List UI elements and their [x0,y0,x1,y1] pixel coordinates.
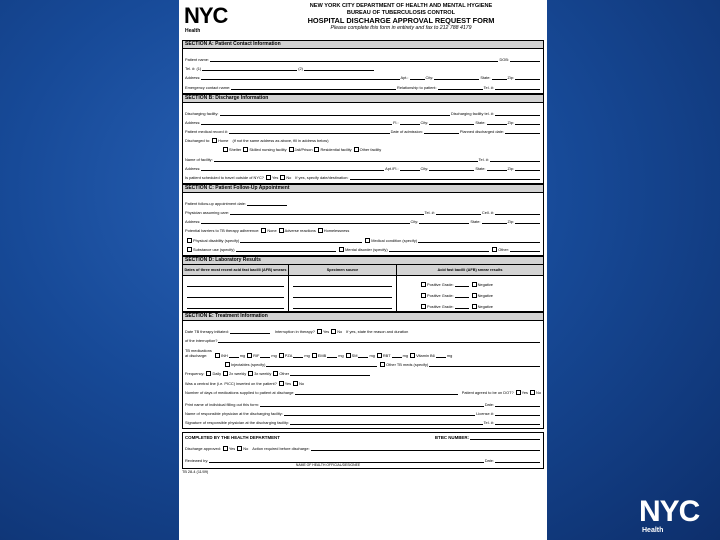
label-vitamin: Vitamin B6 [416,353,435,358]
field-vitamin-mg[interactable] [436,353,446,358]
label-physician: Physician assuming care: [185,210,230,216]
form-footer [179,469,547,475]
field-smear-date-3[interactable] [187,304,284,309]
field-apt[interactable] [410,75,425,80]
label-c-other: Other: [498,246,510,252]
section-b-title: SECTION B: Discharge Information [183,95,543,103]
field-c-other[interactable] [510,247,540,252]
label-pza-mg: mg [304,353,310,358]
label-apt-fl: Apt./Fl.: [385,165,399,171]
label-facility-name-tel: Tel. #: [478,156,489,162]
label-shelter: Shelter [229,147,242,153]
checkbox-dot-yes[interactable] [516,390,521,395]
label-vitamin-mg: mg [446,353,453,358]
field-smear-date-2[interactable] [187,293,284,298]
section-a-title: SECTION A: Patient Contact Information [183,41,543,49]
label-signature: Signature of responsible physician at the discharging facility: [185,420,290,426]
checkbox-negative-2[interactable] [472,293,477,298]
field-b-address[interactable] [201,120,392,125]
field-rif-mg[interactable] [260,353,270,358]
label-mental: Mental disorder (specify) [345,246,388,252]
field-specimen-1[interactable] [293,282,392,287]
field-btbc[interactable] [470,435,540,440]
field-grade-3[interactable] [455,304,469,309]
label-fl: Fl.: [393,119,399,125]
checkbox-physical[interactable] [187,238,192,243]
label-e-date: Date: [484,401,494,407]
label-dot: Patient agreed to be on DOT? [461,389,514,395]
label-apt: Apt.: [400,75,409,81]
field-address[interactable] [201,75,399,80]
label-b-zip: Zip: [507,119,514,125]
label-physical: Physical disability (specify) [193,237,240,243]
field-substance[interactable] [236,247,337,252]
label-c-city: City: [410,219,419,225]
field-other-meds[interactable] [429,362,540,367]
field-apt-fl[interactable] [400,166,420,171]
label-tb-init: Date TB therapy initiated: [185,328,229,334]
label-b-state: State: [475,119,486,125]
label-action: Action required before discharge: [252,446,310,452]
field-dept-date[interactable] [495,458,540,463]
discharge-form [179,0,547,540]
field-facility-tel[interactable] [495,111,540,116]
field-state[interactable] [492,75,507,80]
label-none: None [267,228,277,234]
checkbox-sm[interactable] [346,353,351,358]
field-grade-2[interactable] [455,293,469,298]
field-b2-address[interactable] [201,166,384,171]
field-cell[interactable] [495,210,540,215]
label-patient-name: Patient name: [185,57,210,62]
label-b-city: City: [420,119,429,125]
form-title: HOSPITAL DISCHARGE APPROVAL REQUEST FORM [307,16,495,26]
checkbox-emb[interactable] [312,353,317,358]
nyc-logo-sub: Health [185,28,201,34]
field-tel1[interactable] [202,66,297,71]
label-b2-city: City: [420,165,429,171]
checkbox-negative-1[interactable] [472,282,477,287]
checkbox-other-meds[interactable] [380,362,385,367]
label-central: Was a central line (i.e. PICC) inserted on the patient? [185,380,277,386]
field-emergency[interactable] [231,85,396,90]
label-relationship: Relationship to patient: [397,84,437,90]
form-number: TB 28-4 (11/09) [182,470,209,475]
field-grade-1[interactable] [455,282,469,287]
dept-name: NEW YORK CITY DEPARTMENT OF HEALTH AND MENTAL HYGIENE [309,3,493,9]
label-adverse: Adverse reactions [284,228,316,234]
field-c-address[interactable] [201,219,409,224]
field-doses[interactable] [295,390,458,395]
checkbox-homeless[interactable] [318,228,323,233]
checkbox-injectables[interactable] [225,362,230,367]
field-smear-date-1[interactable] [187,282,284,287]
field-e-date[interactable] [495,402,540,407]
label-sm-mg: mg [369,353,375,358]
checkbox-c-other[interactable] [492,247,497,252]
label-inh-mg: mg [239,353,246,358]
label-emergency: Emergency contact name: [185,84,231,90]
field-city[interactable] [434,75,479,80]
label-of-interruption: of the interruption? [185,338,218,343]
label-meds: TB medications at discharge: [185,348,212,358]
section-a [182,40,544,94]
label-rif-mg: mg [271,353,277,358]
label-rbt-mg: mg [402,353,409,358]
label-interruption-no: No [337,328,343,334]
checkbox-approved-no[interactable] [237,446,242,451]
label-tel2: (2) [298,66,303,72]
checkbox-interruption-yes[interactable] [317,329,322,334]
label-daily: Daily [212,371,222,377]
field-facility-name[interactable] [214,157,478,162]
checkbox-pza[interactable] [279,353,284,358]
field-facility[interactable] [220,111,450,116]
checkbox-rif[interactable] [247,353,252,358]
checkbox-approved-yes[interactable] [223,446,228,451]
field-planned[interactable] [505,129,540,134]
label-positive-3: Positive Grade: [427,303,454,309]
field-resp-name[interactable] [284,411,476,416]
checkbox-central-no[interactable] [293,381,298,386]
label-substance: Substance use (specify) [193,246,235,252]
field-specimen-2[interactable] [293,293,392,298]
field-emergency-tel[interactable] [495,85,540,90]
label-c-state: State: [470,219,481,225]
label-dept-date: Date: [484,458,494,464]
label-reviewed: Reviewed by: [185,458,209,464]
field-signature[interactable] [290,420,483,425]
form-header [179,0,547,40]
label-negative-2: Negative [477,292,493,298]
label-approved-yes: Yes [228,446,236,452]
checkbox-medical[interactable] [365,238,370,243]
field-action[interactable] [311,446,540,451]
label-admission: Date of admission: [390,128,423,134]
label-address: Address: [185,75,201,81]
health-dept-section [182,432,544,469]
field-medical[interactable] [418,238,540,243]
field-tel2[interactable] [304,66,374,71]
checkbox-none[interactable] [261,228,266,233]
field-print-name[interactable] [260,402,484,407]
field-appt[interactable] [247,201,287,206]
label-positive-2: Positive Grade: [427,292,454,298]
label-travel-yes: Yes [271,174,279,180]
label-b2-address: Address: [185,165,201,171]
lab-header-specimen: Specimen source [289,265,396,276]
lab-header-dates: Dates of three most recent acid fast bacilli (AFB) smears [183,265,288,276]
label-appt: Patient follow-up appointment date: [185,200,246,206]
field-c-state[interactable] [482,219,507,224]
field-c-zip[interactable] [515,219,540,224]
label-approved: Discharge approved: [185,446,221,452]
label-rbt: RBT [382,353,391,358]
label-home: Home [218,138,229,144]
field-emb-mg[interactable] [327,353,337,358]
label-travel-no: No [286,174,292,180]
label-facility-tel: Discharging facility tel. #: [450,110,494,116]
label-travel-note: If yes, specify date/destination: [295,174,349,180]
field-patient-name[interactable] [210,57,498,62]
field-physical[interactable] [240,238,362,243]
label-skilled: Skilled nursing facility [249,147,287,153]
slide-nyc-logo-sub: Health [642,527,664,534]
field-inh-mg[interactable] [229,353,239,358]
name-health-official: NAME OF HEALTH OFFICIAL/DESIGNEE [295,463,361,468]
checkbox-positive-2[interactable] [421,293,426,298]
checkbox-freq-other[interactable] [273,371,278,376]
label-barriers: Potential barriers to TB therapy adherence: [185,228,260,234]
label-b2-state: State: [475,165,486,171]
field-b-zip[interactable] [515,120,540,125]
checkbox-shelter[interactable] [223,147,228,152]
label-other-meds: Other TB meds (specify) [386,362,429,368]
field-fl[interactable] [400,120,420,125]
field-tb-init[interactable] [230,329,270,334]
field-travel-note[interactable] [350,175,541,180]
label-emb: EMB [317,353,327,358]
label-residential: Residential facility [320,147,352,153]
checkbox-dot-no[interactable] [530,390,535,395]
checkbox-inh[interactable] [215,353,220,358]
checkbox-adverse[interactable] [279,228,284,233]
bureau-name: BUREAU OF TUBERCULOSIS CONTROL [346,9,456,16]
section-d-title: SECTION D: Laboratory Results [183,257,543,264]
label-central-no: No [299,380,305,386]
label-interruption-yes: Yes [322,328,330,334]
checkbox-interruption-no[interactable] [331,329,336,334]
checkbox-travel-no[interactable] [280,175,285,180]
label-interruption: Interruption in therapy? [274,328,315,334]
section-e [182,312,544,429]
section-c [182,184,544,256]
label-medical: Medical condition (specify) [371,237,418,243]
checkbox-travel-yes[interactable] [266,175,271,180]
field-dob[interactable] [510,57,540,62]
label-positive-1: Positive Grade: [427,281,454,287]
label-print-name: Print name of individual filling out this form: [185,401,259,407]
checkbox-positive-3[interactable] [421,304,426,309]
checkbox-mental[interactable] [339,247,344,252]
label-rif: RIF [253,353,260,358]
label-planned: Planned discharged date: [459,128,504,134]
label-c-tel: Tel. #: [424,210,435,216]
field-zip[interactable] [515,75,540,80]
checkbox-skilled[interactable] [243,147,248,152]
checkbox-daily[interactable] [206,371,211,376]
checkbox-central-yes[interactable] [279,381,284,386]
field-license[interactable] [495,411,540,416]
label-if-yes: If yes, state the reason and duration [346,328,409,334]
label-dot-no: No [536,389,541,395]
field-b2-city[interactable] [429,166,474,171]
label-state: State: [480,75,491,81]
label-thrice: 3x weekly [254,371,272,377]
label-c-address: Address: [185,219,201,225]
label-approved-no: No [243,446,249,452]
label-frequency: Frequency: [185,371,205,377]
label-record: Patient medical record #: [185,128,229,134]
field-relationship[interactable] [438,85,483,90]
label-city: City: [425,75,434,81]
label-negative-3: Negative [477,303,493,309]
label-btbc: BTBC NUMBER: [434,435,469,441]
label-license: License #: [476,410,494,416]
dept-title: COMPLETED BY THE HEALTH DEPARTMENT [185,435,280,441]
field-mental[interactable] [389,247,490,252]
label-central-yes: Yes [284,380,292,386]
label-twice: 2x weekly [229,371,247,377]
checkbox-other-facility[interactable] [354,147,359,152]
section-b [182,94,544,184]
checkbox-jail[interactable] [289,147,294,152]
label-b2-zip: Zip: [507,165,514,171]
label-dot-yes: Yes [521,389,529,395]
checkbox-substance[interactable] [187,247,192,252]
nyc-logo: NYC [184,3,228,28]
label-travel: Is patient scheduled to travel outside of NYC? [185,174,264,180]
label-sm: SM [351,353,358,358]
label-homeless: Homelessness [323,228,350,234]
label-injectables: Injectables (specify) [231,362,266,368]
label-resp-name: Name of responsible physician at the discharging facility: [185,410,283,416]
checkbox-vitamin[interactable] [410,353,415,358]
field-freq-other[interactable] [290,371,370,376]
label-emb-mg: mg [338,353,344,358]
field-facility-name-tel[interactable] [490,157,540,162]
field-interruption[interactable] [218,338,540,343]
checkbox-home[interactable] [212,138,217,143]
field-b2-state[interactable] [487,166,507,171]
field-admission[interactable] [424,129,459,134]
label-facility: Discharging facility: [185,110,219,116]
field-rbt-mg[interactable] [392,353,402,358]
slide-nyc-logo: NYC [639,495,700,528]
label-zip: Zip: [507,75,514,81]
section-e-title: SECTION E: Treatment Information [183,313,543,321]
agency-block [261,3,541,32]
checkbox-thrice[interactable] [248,371,253,376]
label-emergency-tel: Tel. #: [483,84,494,90]
label-e-tel: Tel. #: [483,420,494,426]
lab-table [183,264,543,311]
field-c-city[interactable] [419,219,469,224]
field-physician[interactable] [230,210,423,215]
label-inh: INH [221,353,228,358]
checkbox-twice[interactable] [223,371,228,376]
home-note: (if not the same address as above, fill in address below) [232,138,329,144]
label-facility-name: Name of facility: [185,156,213,162]
checkbox-positive-1[interactable] [421,282,426,287]
section-c-title: SECTION C: Patient Follow-Up Appointment [183,185,543,193]
label-dob: DOB: [499,57,509,62]
checkbox-rbt[interactable] [377,353,382,358]
label-c-zip: Zip: [507,219,514,225]
checkbox-negative-3[interactable] [472,304,477,309]
field-record[interactable] [229,129,390,134]
label-pza: PZA [284,353,293,358]
label-cell: Cell. #: [481,210,494,216]
form-instruction: Please complete this form in entirety and fax to 212 788 4179 [330,25,472,32]
field-sm-mg[interactable] [358,353,368,358]
field-e-tel[interactable] [495,420,540,425]
label-doses: Number of days of medications supplied to patient at discharge [185,389,294,395]
label-jail: Jail/Prison [294,147,313,153]
label-tel1: Tel. #: (1) [185,66,202,72]
label-negative-1: Negative [477,281,493,287]
field-c-tel[interactable] [436,210,481,215]
label-freq-other: Other [279,371,290,377]
checkbox-residential[interactable] [314,147,319,152]
field-specimen-3[interactable] [293,304,392,309]
field-b-state[interactable] [487,120,507,125]
label-other-facility: Other facility [359,147,382,153]
field-injectables[interactable] [266,362,377,367]
label-discharged-to: Discharged to: [185,138,211,144]
field-pza-mg[interactable] [293,353,303,358]
field-b-city[interactable] [429,120,474,125]
section-d [182,256,544,312]
field-b2-zip[interactable] [515,166,540,171]
lab-header-results: Acid fast bacilli (AFB) smear results [397,265,543,276]
label-b-address: Address: [185,119,201,125]
